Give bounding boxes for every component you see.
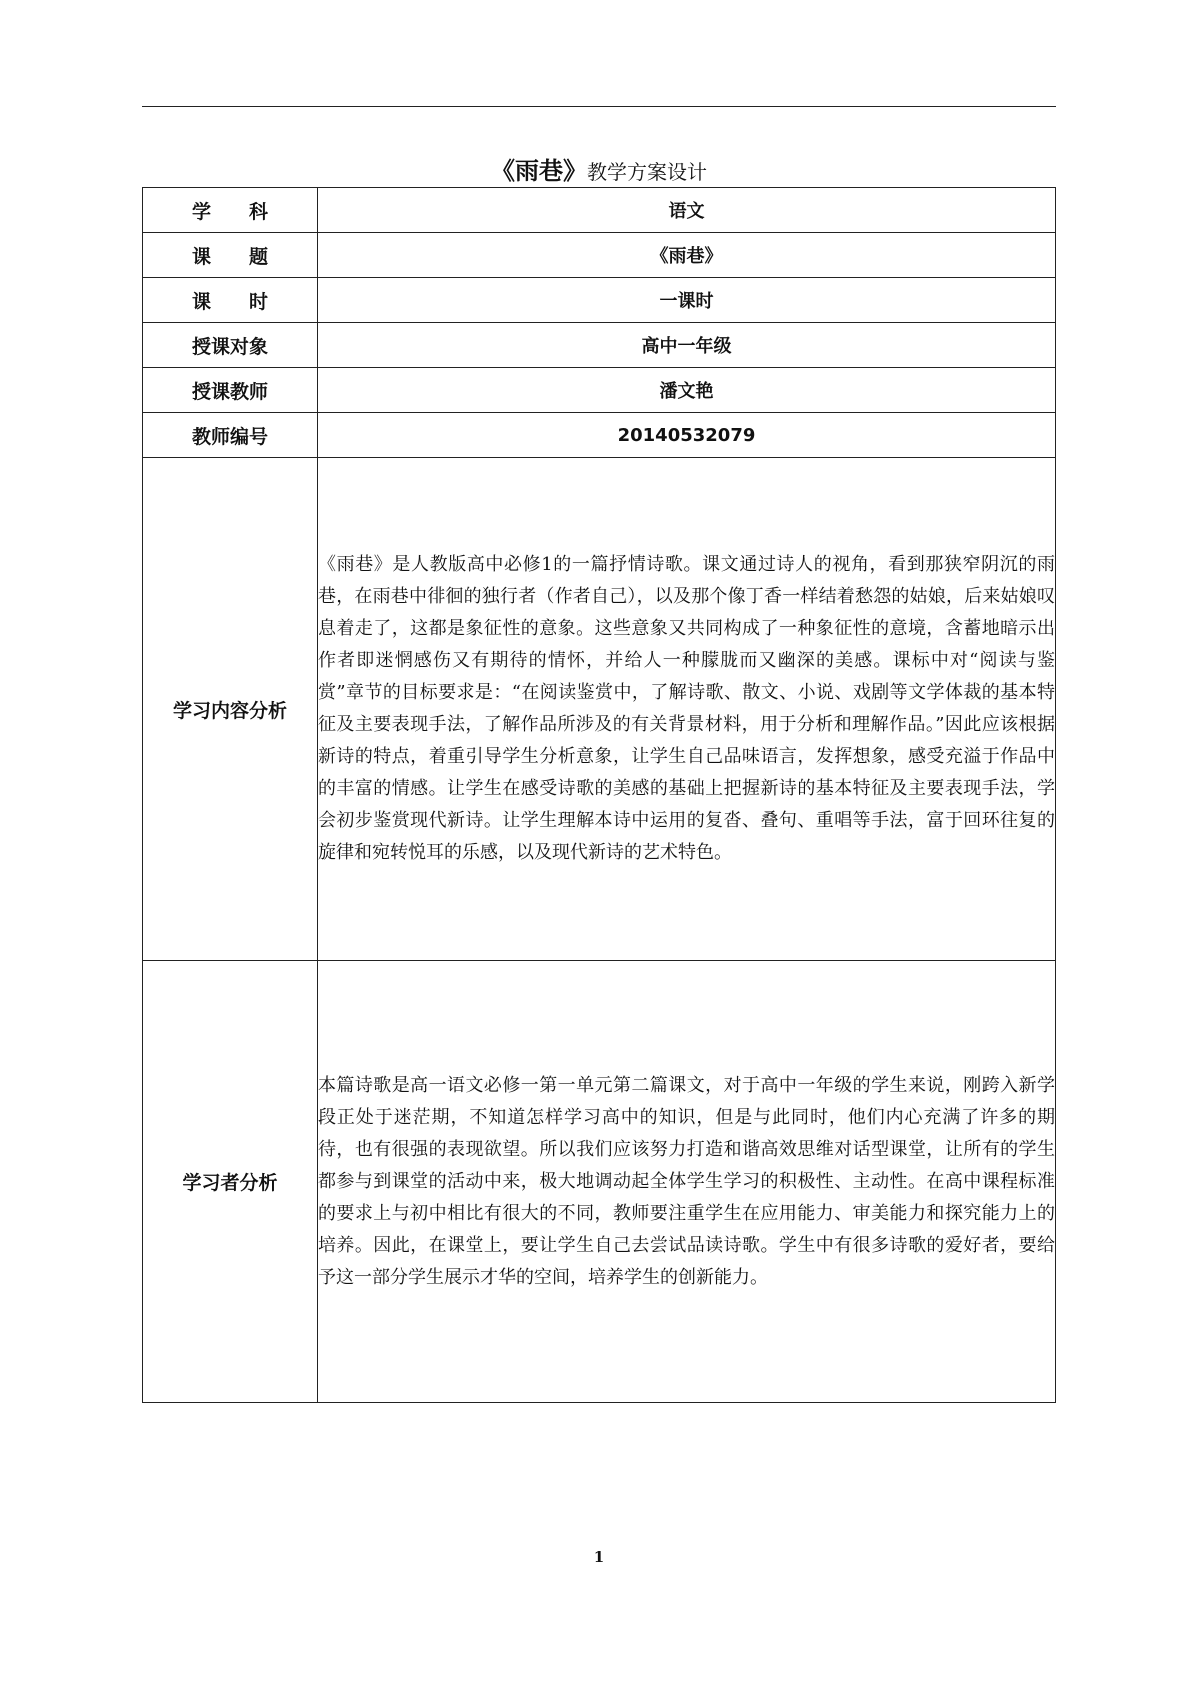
- title-suffix: 教学方案设计: [587, 160, 707, 184]
- value-topic: 《雨巷》: [318, 233, 1056, 278]
- value-teacher-id: 20140532079: [318, 413, 1056, 458]
- table-row-topic: [143, 233, 1056, 278]
- table-row-audience: [143, 323, 1056, 368]
- table-row-learner-analysis: [143, 961, 1056, 1403]
- content-analysis-text: 《雨巷》是人教版高中必修1的一篇抒情诗歌。课文通过诗人的视角，看到那狭窄阴沉的雨巷，在雨巷中徘徊的独行者（作者自己），以及那个像丁香一样结着愁怨的姑娘，后来姑娘叹息着走了，这都是象征性的意象。这些意象又共同构成了一种象征性的意境，含蓄地暗示出作者即迷惘感伤又有期待的情怀，并给人一种朦胧而又幽深的美感。课标中对“阅读与鉴赏”章节的目标要求是：“在阅读鉴赏中，了解诗歌、散文、小说、戏剧等文学体裁的基本特征及主要表现手法，了解作品所涉及的有关背景材料，用于分析和理解作品。”因此应该根据新诗的特点，着重引导学生分析意象，让学生自己品味语言，发挥想象，感受充溢于作品中的丰富的情感。让学生在感受诗歌的美感的基础上把握新诗的基本特征及主要表现手法，学会初步鉴赏现代新诗。让学生理解本诗中运用的复沓、叠句、重唱等手法，富于回环往复的旋律和宛转悦耳的乐感，以及现代新诗的艺术特色。: [318, 458, 1056, 961]
- label-topic: 课 题: [143, 233, 318, 278]
- header-rule: [142, 106, 1056, 107]
- label-teacher: 授课教师: [143, 368, 318, 413]
- page-number: 1: [593, 1548, 605, 1566]
- label-content-analysis: 学习内容分析: [143, 458, 318, 961]
- value-audience: 高中一年级: [318, 323, 1056, 368]
- table-row-hours: [143, 278, 1056, 323]
- learner-analysis-text: 本篇诗歌是高一语文必修一第一单元第二篇课文，对于高中一年级的学生来说，刚跨入新学段正处于迷茫期，不知道怎样学习高中的知识，但是与此同时，他们内心充满了许多的期待，也有很强的表现欲望。所以我们应该努力打造和谐高效思维对话型课堂，让所有的学生都参与到课堂的活动中来，极大地调动起全体学生学习的积极性、主动性。在高中课程标准的要求上与初中相比有很大的不同，教师要注重学生在应用能力、审美能力和探究能力上的培养。因此，在课堂上，要让学生自己去尝试品读诗歌。学生中有很多诗歌的爱好者，要给予这一部分学生展示才华的空间，培养学生的创新能力。: [318, 961, 1056, 1403]
- table-row-teacher-id: [143, 413, 1056, 458]
- label-subject: 学 科: [143, 188, 318, 233]
- title-main: 《雨巷》: [491, 157, 587, 185]
- table-row-subject: [143, 188, 1056, 233]
- value-teacher: 潘文艳: [318, 368, 1056, 413]
- table-row-content-analysis: [143, 458, 1056, 961]
- label-learner-analysis: 学习者分析: [143, 961, 318, 1403]
- label-audience: 授课对象: [143, 323, 318, 368]
- label-hours: 课 时: [143, 278, 318, 323]
- lesson-plan-table: [142, 187, 1056, 1403]
- value-subject: 语文: [318, 188, 1056, 233]
- value-hours: 一课时: [318, 278, 1056, 323]
- table-row-teacher: [143, 368, 1056, 413]
- document-title: [142, 156, 1056, 187]
- label-teacher-id: 教师编号: [143, 413, 318, 458]
